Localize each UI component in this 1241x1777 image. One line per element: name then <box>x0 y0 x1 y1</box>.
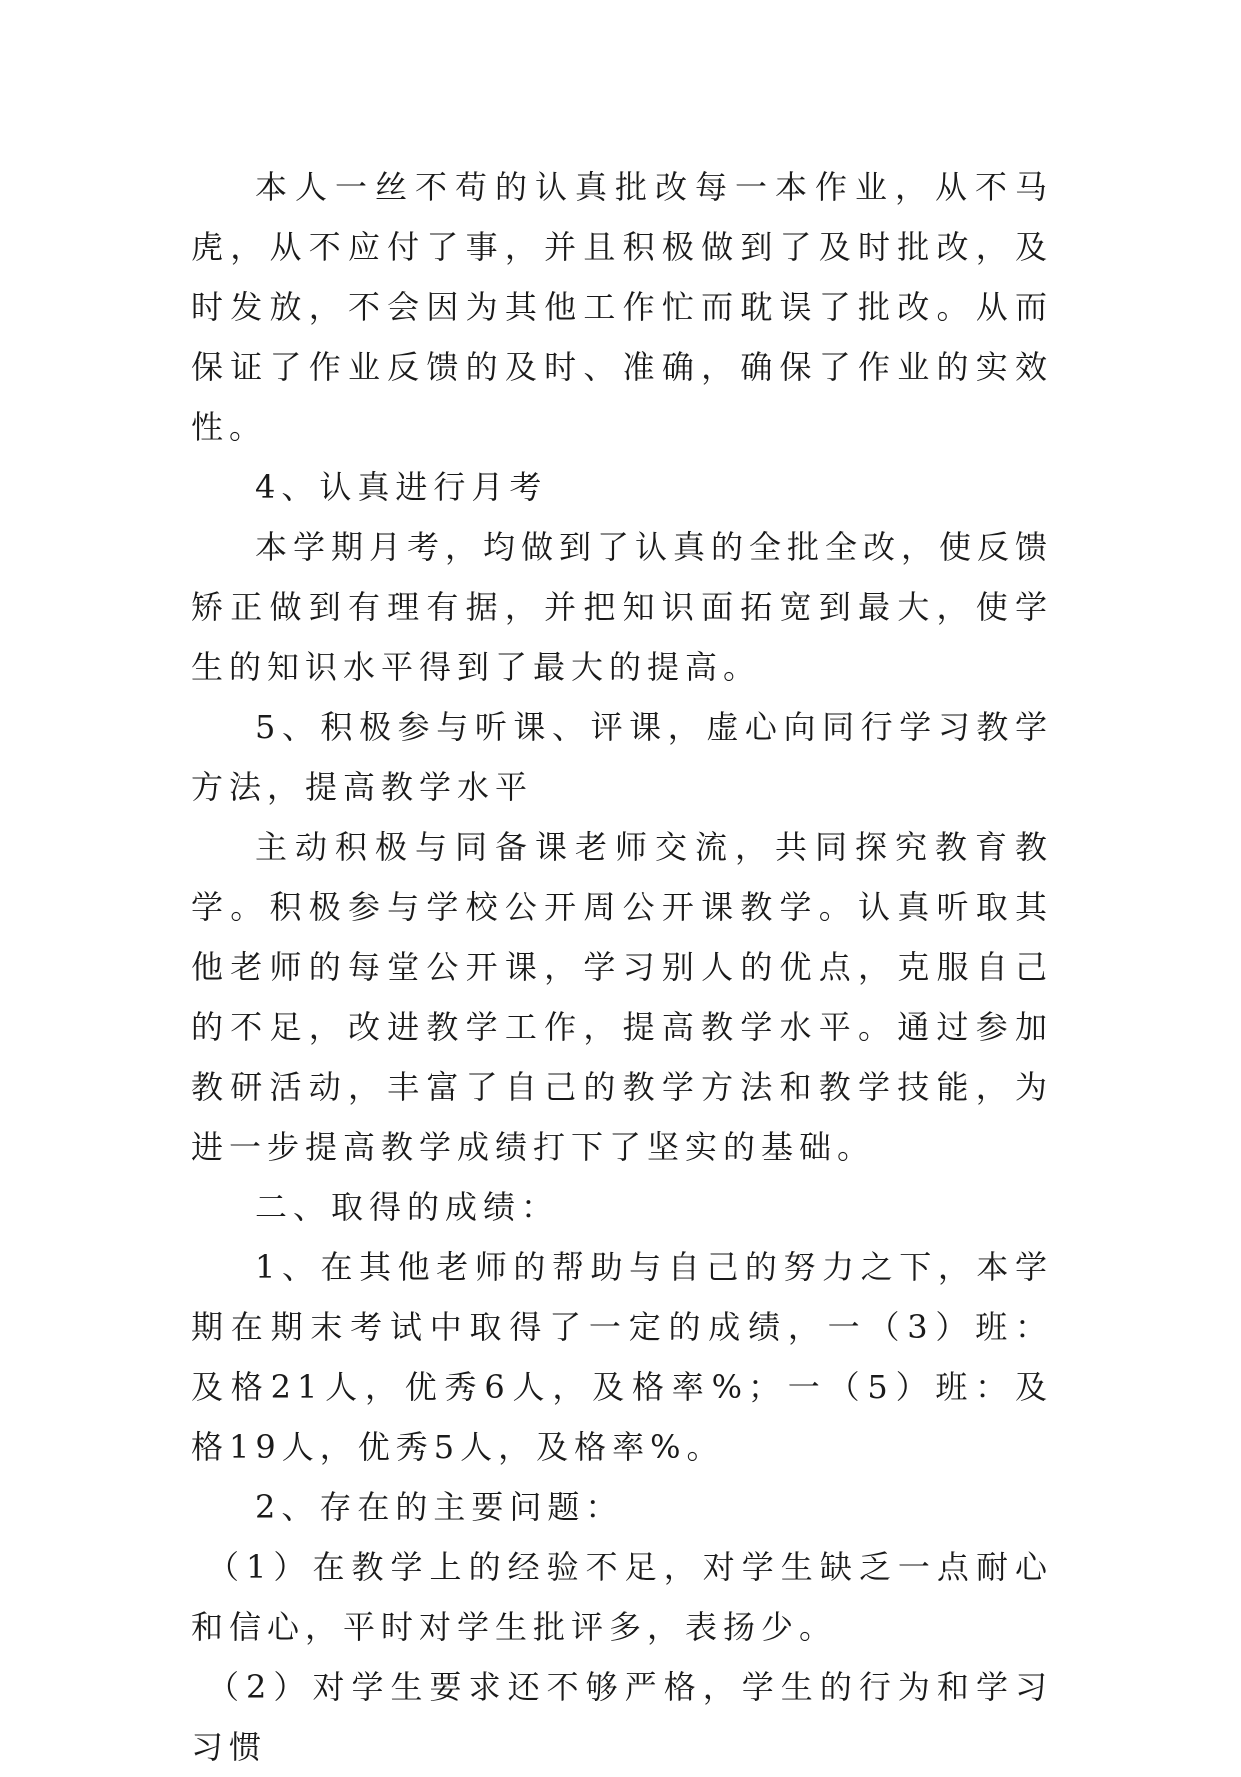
document-body <box>191 157 1053 1777</box>
paragraph-problem-2: （2）对学生要求还不够严格，学生的行为和学习习惯 <box>191 1668 1053 1766</box>
paragraph-problem-1: （1）在教学上的经验不足，对学生缺乏一点耐心和信心，平时对学生批评多，表扬少。 <box>191 1548 1053 1646</box>
paragraph-exam-results: 1、在其他老师的帮助与自己的努力之下，本学期在期末考试中取得了一定的成绩，一（3）班：及格21人，优秀6人，及格率%；一（5）班：及格19人，优秀5人，及格率%。 <box>191 1248 1053 1466</box>
heading-achievements: 二、取得的成绩： <box>255 1188 560 1226</box>
paragraph-monthly-exam: 本学期月考，均做到了认真的全批全改，使反馈矫正做到有理有据，并把知识面拓宽到最大，使学生的知识水平得到了最大的提高。 <box>191 528 1054 686</box>
paragraph-lesson-observation: 主动积极与同备课老师交流，共同探究教育教学。积极参与学校公开周公开课教学。认真听取其他老师的每堂公开课，学习别人的优点，克服自己的不足，改进教学工作，提高教学水平。通过参加教研活动，丰富了自己的教学方法和教学技能，为进一步提高教学成绩打下了坚实的基础。 <box>191 828 1053 1166</box>
heading-lesson-observation: 5、积极参与听课、评课，虚心向同行学习教学方法，提高教学水平 <box>191 708 1053 806</box>
paragraph-homework-grading: 本人一丝不苟的认真批改每一本作业，从不马虎，从不应付了事，并且积极做到了及时批改，及时发放，不会因为其他工作忙而耽误了批改。从而保证了作业反馈的及时、准确，确保了作业的实效性。 <box>191 168 1053 446</box>
heading-main-problems: 2、存在的主要问题： <box>255 1488 624 1526</box>
heading-monthly-exam: 4、认真进行月考 <box>255 468 548 506</box>
